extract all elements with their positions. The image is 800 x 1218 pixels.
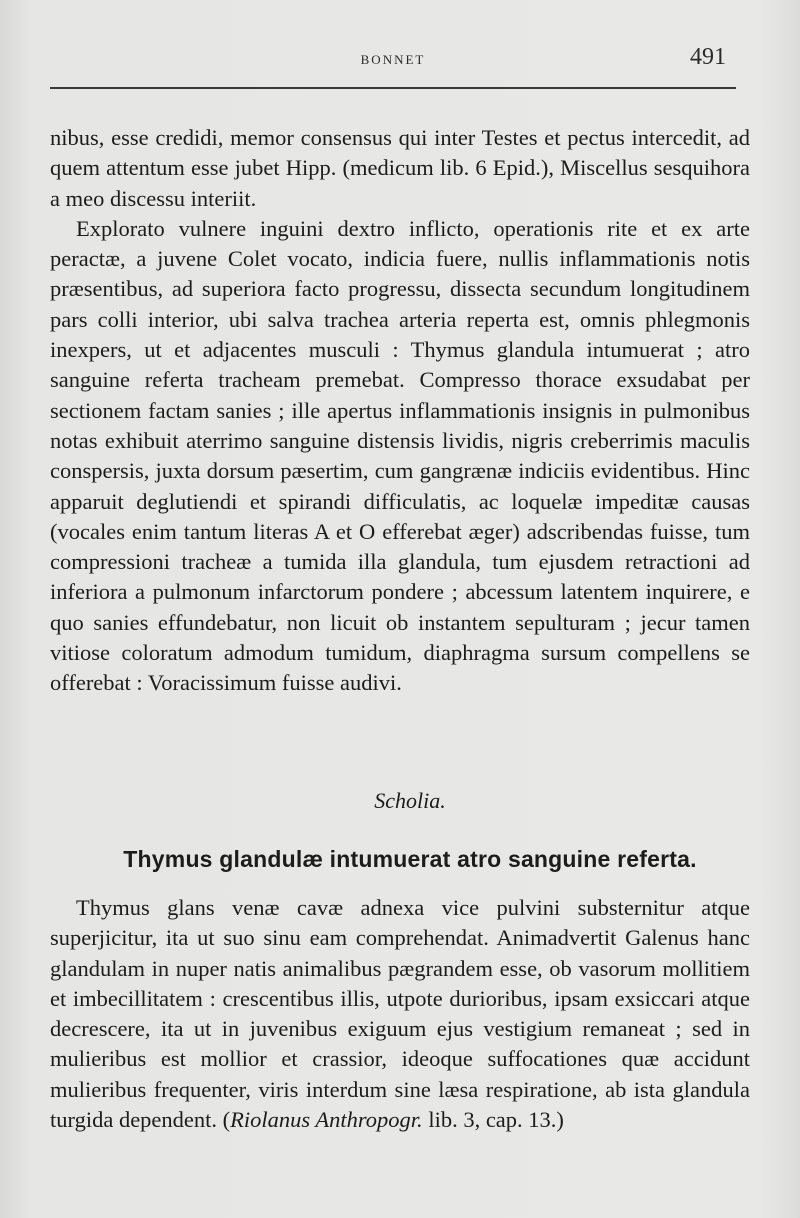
running-title: BONNET — [360, 52, 426, 67]
scholia-label: Scholia. — [374, 788, 446, 813]
citation-reference: lib. 3, cap. 13.) — [422, 1107, 564, 1133]
paragraph-scholia — [50, 893, 750, 1135]
section-heading: Thymus glandulæ intumuerat atro sanguine referta. — [123, 846, 697, 872]
scholia-text — [50, 893, 750, 1135]
running-head — [50, 44, 736, 76]
paragraph-continuation: nibus, esse credidi, memor consensus qui inter Testes et pectus intercedit, ad quem attentum esse jubet Hipp. (medicum lib. 6 Epid.), Miscellus sesquihora a meo discessu interiit. — [50, 125, 750, 211]
main-text — [50, 123, 750, 699]
header-rule — [50, 87, 736, 89]
page-number: 491 — [690, 44, 726, 70]
paragraph-autopsy: Explorato vulnere inguini dextro inflicto, operationis rite et ex arte peractæ, a juvene Colet vocato, indicia fuere, nullis inflammationis notis præsentibus, ad superiora facto progressu, dissecta secundum longitudinem pars colli interior, ubi salva trachea arteria reperta est, omnis phlegmonis inexpers, ut et adjacentes musculi : Thymus glandula intumuerat ; atro sanguine referta tracheam premebat. Compresso thorace exsudabat per sectionem factam sanies ; ille apertus inflammationis insignis in pulmonibus notas exhibuit aterrimo sanguine distensis lividis, nigris creberrimis maculis conspersis, juxta dorsum pæsertim, cum gangrænæ indiciis evidentibus. Hinc apparuit deglutiendi et spirandi difficulatis, ac loquelæ impeditæ causas (vocales enim tantum literas A et O efferebat æger) adscribendas fuisse, tum compressioni tracheæ a tumida illa glandula, tum ejusdem retractioni ad inferiora a pulmonum infarctorum pondere ; abcessum latentem inquirere, e quo sanies effundebatur, non licuit ob instantem sepulturam ; jecur tamen vitiose coloratum admodum tumidum, diaphragma sursum compellens se offerebat : Voracissimum fuisse audivi. — [50, 215, 750, 696]
scholia-body: Thymus glans venæ cavæ adnexa vice pulvini substernitur atque superjicitur, ita ut suo sinu eam comprehendat. Animadvertit Galenus hanc glandulam in nuper natis animalibus pægrandem esse, ob vasorum mollitiem et imbecillitatem : crescentibus illis, utpote durioribus, ipsam exsiccari atque decrescere, ita ut in juvenibus exiguum ejus vestigium remaneat ; sed in mulieribus est mollior et crassior, ideoque suffocationes quæ accidunt mulieribus frequenter, viris interdum sine læsa respiratione, ab ista glandula turgida dependent. ( — [50, 895, 750, 1133]
citation-title: Riolanus Anthropogr. — [230, 1107, 423, 1133]
